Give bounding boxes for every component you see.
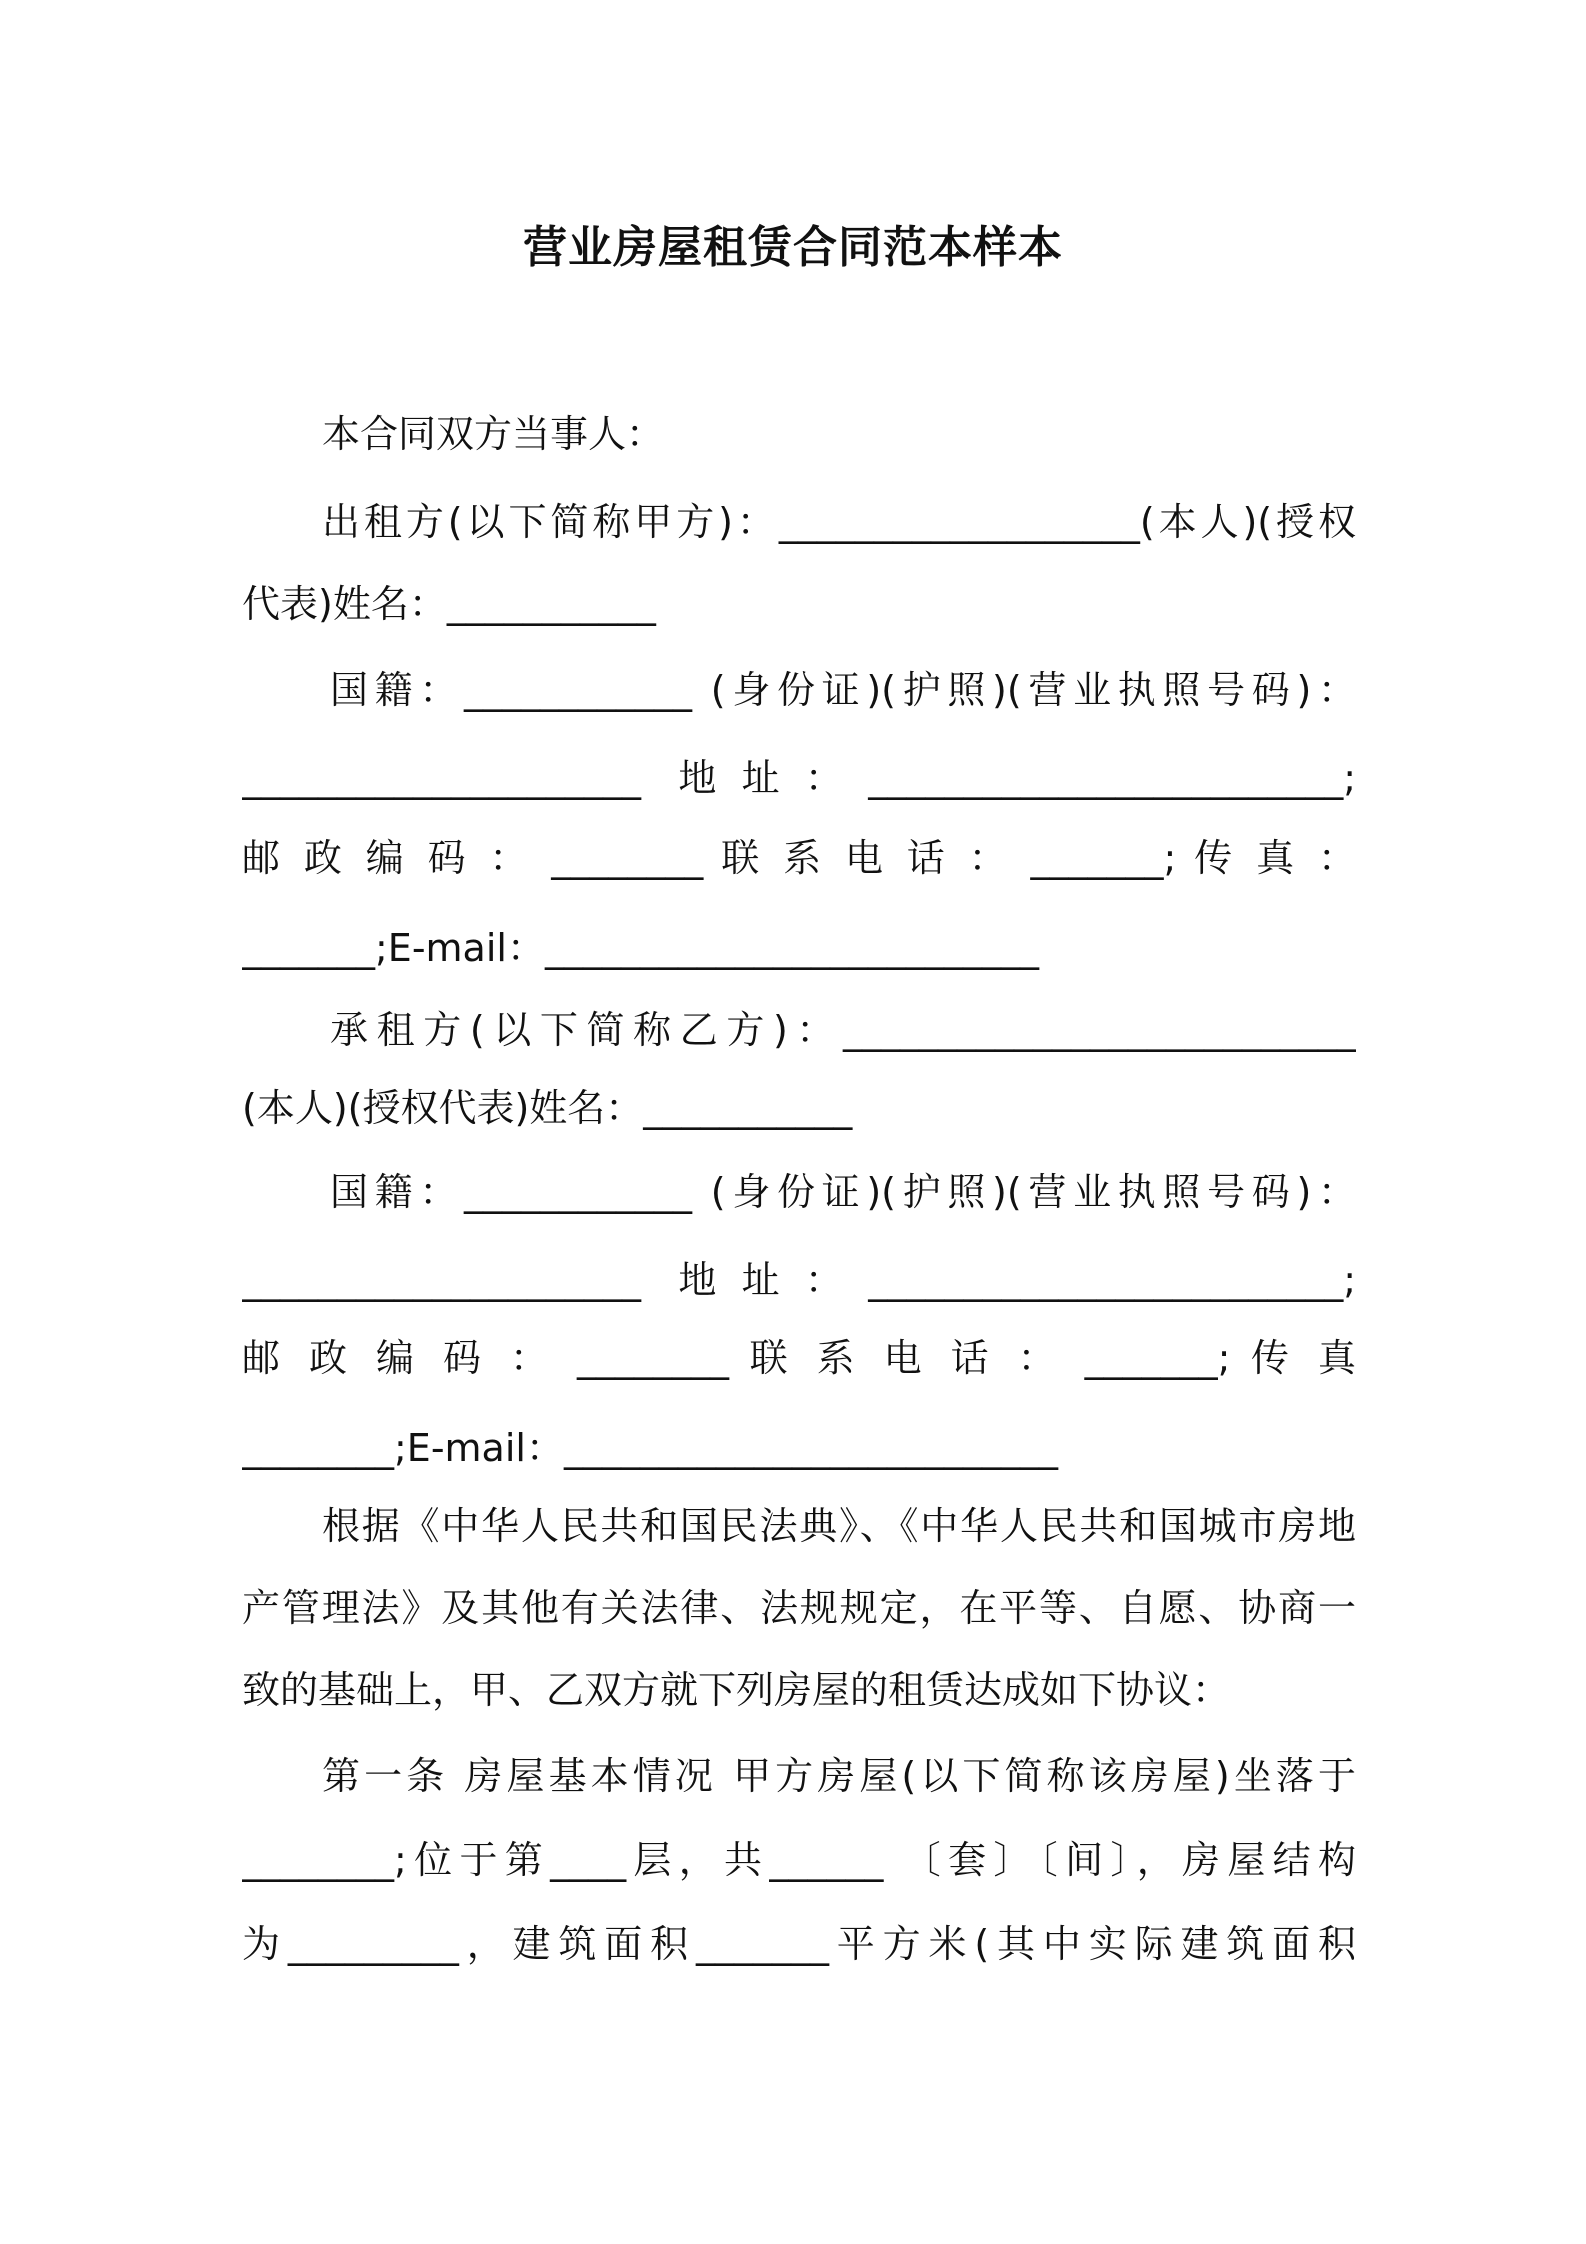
paragraph-line: ________;位于第____层，共______ 〔套〕〔间〕，房屋结构 xyxy=(242,1838,1356,1882)
paragraph-line: 致的基础上，甲、乙双方就下列房屋的租赁达成如下协议： xyxy=(242,1668,1231,1712)
paragraph-line: 国籍：____________ (身份证)(护照)(营业执照号码)： xyxy=(330,668,1356,712)
paragraph-line: _____________________ 地址：_________________________; xyxy=(242,756,1356,800)
paragraph-line: 承租方(以下简称乙方)：___________________________ xyxy=(330,1008,1356,1052)
paragraph-line: _____________________ 地址：_________________________; xyxy=(242,1258,1356,1302)
document-title: 营业房屋租赁合同范本样本 xyxy=(523,222,1063,273)
paragraph-line: 本合同双方当事人： xyxy=(322,412,665,456)
paragraph-line: _______;E-mail：__________________________ xyxy=(242,926,1039,970)
paragraph-line: 代表)姓名：___________ xyxy=(242,582,656,626)
paragraph-line: 邮 政 编 码 ： ________ 联 系 电 话 ： _______; 传 真 xyxy=(242,1336,1356,1380)
paragraph-line: 出租方(以下简称甲方)：___________________(本人)(授权 xyxy=(322,500,1356,544)
paragraph-line: 邮 政 编 码 ： ________ 联 系 电 话 ： _______; 传 真 ： xyxy=(242,836,1356,880)
paragraph-line: ________;E-mail：__________________________ xyxy=(242,1426,1058,1470)
paragraph-line: 第一条 房屋基本情况 甲方房屋(以下简称该房屋)坐落于 xyxy=(322,1754,1356,1798)
paragraph-line: 产管理法》及其他有关法律、法规规定，在平等、自愿、协商一 xyxy=(242,1586,1356,1630)
paragraph-line: 根据《中华人民共和国民法典》、《中华人民共和国城市房地 xyxy=(322,1504,1356,1548)
paragraph-line: 国籍：____________ (身份证)(护照)(营业执照号码)： xyxy=(330,1170,1356,1214)
paragraph-line: (本人)(授权代表)姓名：___________ xyxy=(242,1086,853,1130)
paragraph-line: 为_________，建筑面积_______平方米(其中实际建筑面积 xyxy=(242,1922,1356,1966)
